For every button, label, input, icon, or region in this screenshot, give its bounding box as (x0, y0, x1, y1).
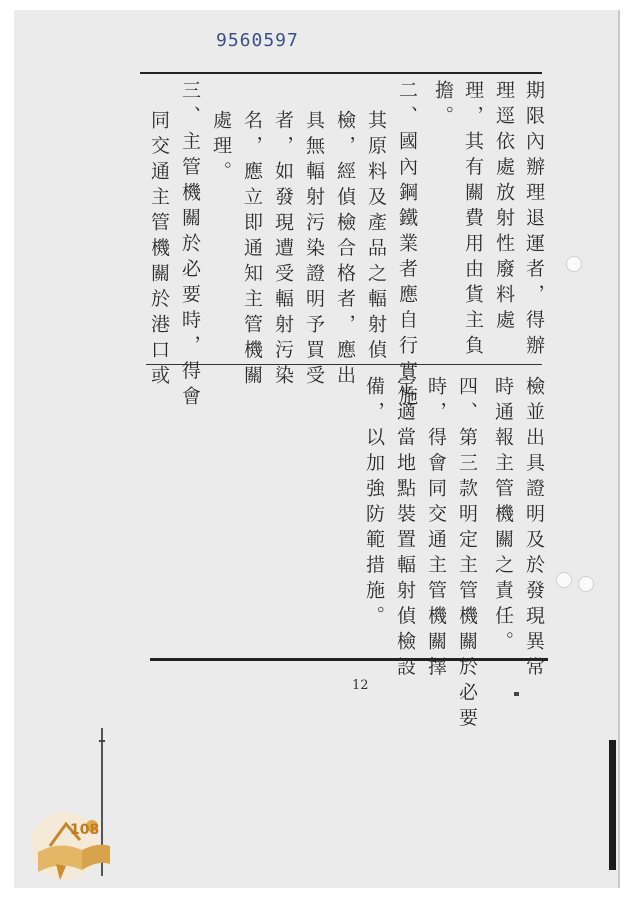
page-number: 12 (352, 678, 369, 693)
text-column: 具無輻射污染證明予買受 (303, 110, 325, 391)
text-column: 時，得會同交通主管機關擇 (425, 376, 447, 682)
text-column: 同交通主管機關於港口或 (148, 110, 170, 391)
document-number-stamp: 9560597 (216, 30, 299, 51)
text-column: 理逕依處放射性廢料處 (493, 80, 515, 335)
text-column: 處理。 (210, 110, 232, 187)
binder-hole (578, 576, 594, 592)
text-column: 時通報主管機關之責任。 (492, 376, 514, 657)
scan-edge-mark (99, 740, 105, 742)
top-rule (140, 72, 542, 74)
text-column: 檢並出具證明及於發現異常 (523, 376, 545, 682)
binder-hole (566, 256, 582, 272)
scan-edge-bar (609, 740, 616, 870)
text-column: 者，如發現遭受輻射污染 (272, 110, 294, 391)
archive-book-logo-icon (20, 800, 118, 884)
text-column: 三、主管機關於必要時，得會 (179, 80, 201, 412)
text-column: 備，以加強防範措施。 (363, 376, 385, 631)
text-column: 理，其有關費用由貨主負 (462, 80, 484, 361)
binder-hole (556, 572, 572, 588)
text-column: 期限內辦理退運者，得辦 (523, 80, 545, 361)
text-column: 擔。 (432, 80, 454, 131)
text-column: 名，應立即通知主管機關 (241, 110, 263, 391)
text-column: 二、國內鋼鐵業者應自行實施 (396, 80, 418, 412)
text-column: 定適當地點裝置輻射偵檢設 (394, 376, 416, 682)
scan-speck (514, 692, 519, 696)
text-column: 四、第三款明定主管機關於必要 (456, 376, 478, 733)
bottom-rule (150, 658, 548, 661)
svg-text:108: 108 (70, 822, 100, 838)
text-column: 其原料及產品之輻射偵 (365, 110, 387, 365)
text-column: 檢，經偵檢合格者，應出 (334, 110, 356, 391)
